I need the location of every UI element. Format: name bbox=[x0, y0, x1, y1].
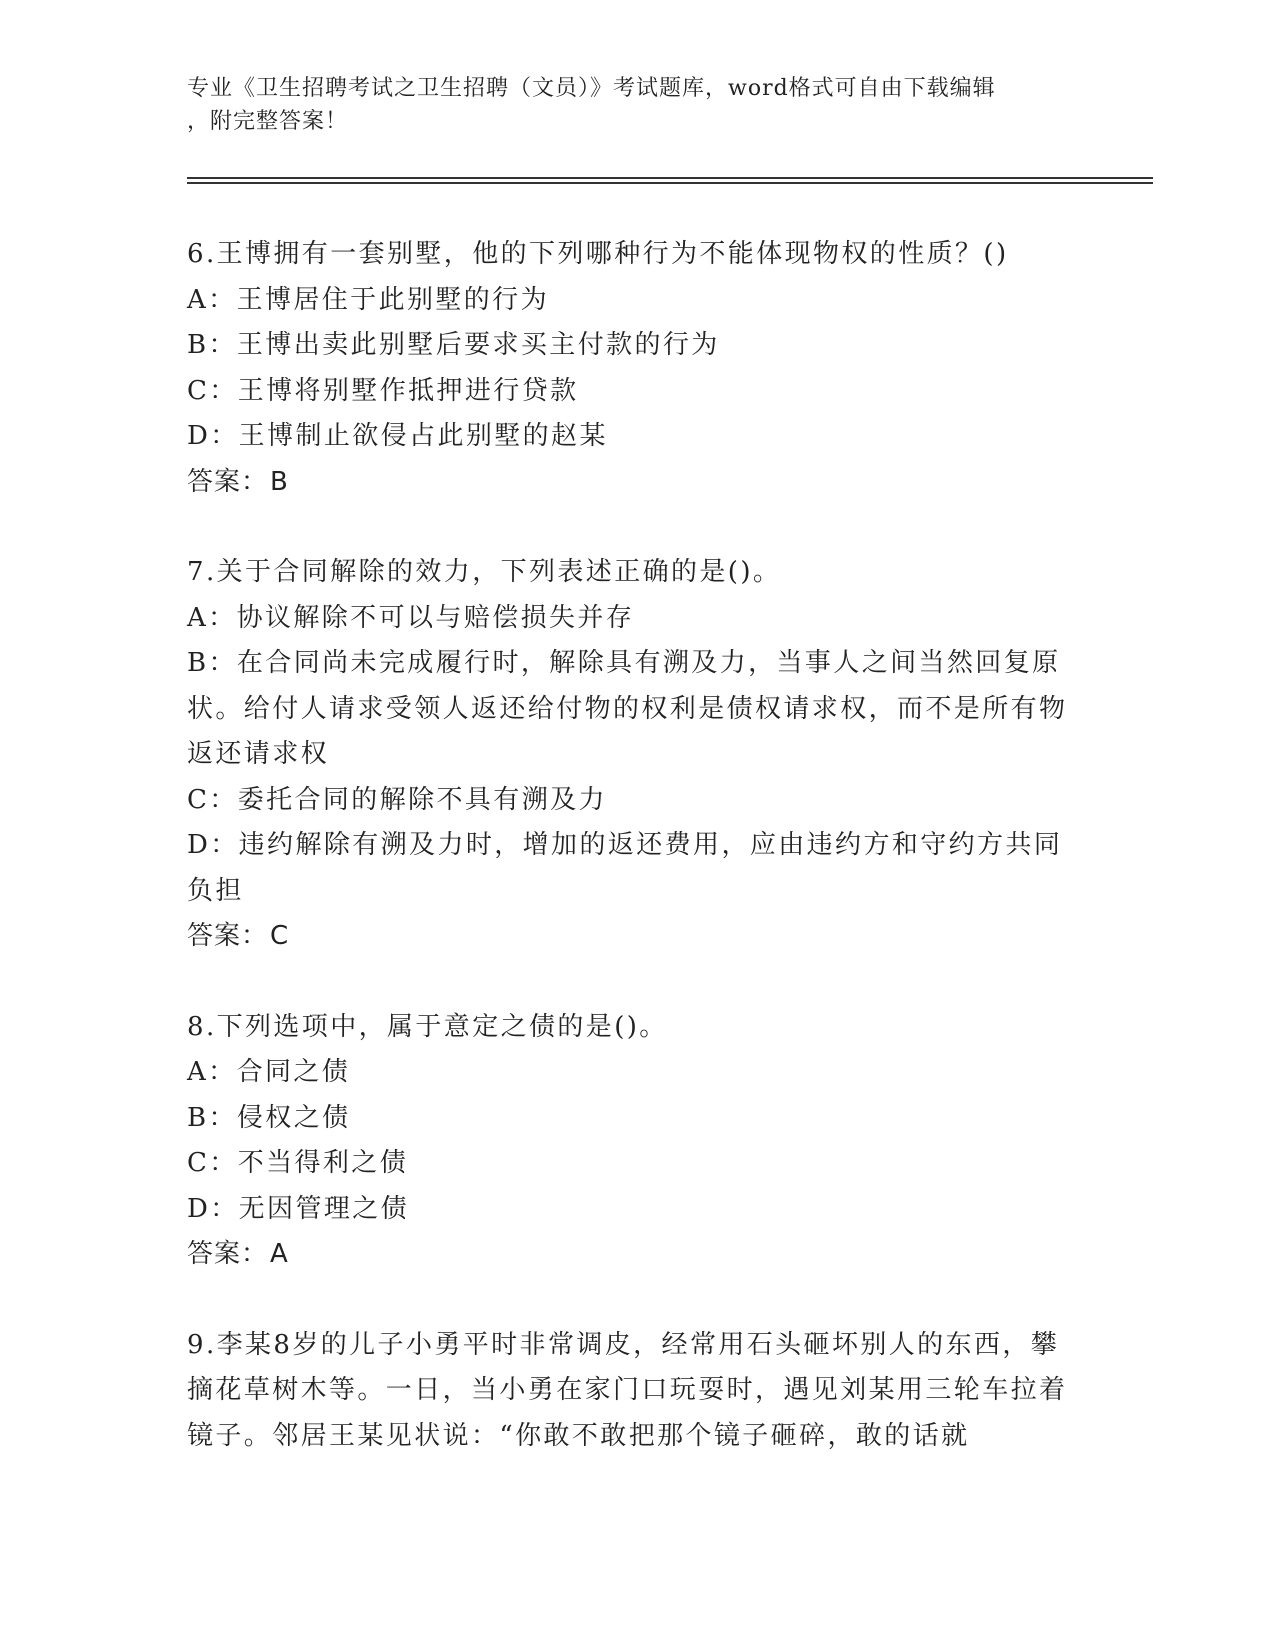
option-a: A：合同之债 bbox=[187, 1057, 351, 1087]
option-d: D：无因管理之债 bbox=[187, 1193, 410, 1224]
document-header bbox=[187, 72, 1067, 138]
header-divider-bottom bbox=[187, 182, 1153, 184]
option-b: B：在合同尚未完成履行时，解除具有溯及力，当事人之间当然回复原状。给付人请求受领人返还给付物的权利是债权请求权，而不是所有物返还请求权 bbox=[187, 648, 1068, 769]
question-stem: 9.李某8岁的儿子小勇平时非常调皮，经常用石头砸坏别人的东西，攀摘花草树木等。一日，当小勇在家门口玩耍时，遇见刘某用三轮车拉着镜子。邻居王某见状说：“你敢不敢把那个镜子砸碎，敢的话就 bbox=[187, 1329, 1068, 1451]
answer-value: C bbox=[270, 921, 290, 951]
question-9 bbox=[187, 1323, 1087, 1460]
header-divider-top bbox=[187, 177, 1153, 179]
option-b: B：王博出卖此别墅后要求买主付款的行为 bbox=[187, 330, 720, 360]
answer-line bbox=[187, 460, 1087, 506]
answer-value: A bbox=[270, 1239, 289, 1269]
option-b: B：侵权之债 bbox=[187, 1102, 351, 1133]
question-stem: 8.下列选项中，属于意定之债的是()。 bbox=[187, 1011, 668, 1042]
option-c: C：委托合同的解除不具有溯及力 bbox=[187, 784, 607, 815]
option-c: C：王博将别墅作抵押进行贷款 bbox=[187, 375, 579, 406]
answer-label: 答案： bbox=[187, 1239, 269, 1269]
header-line-1: 专业《卫生招聘考试之卫生招聘（文员）》考试题库，word格式可自由下载编辑 bbox=[187, 76, 996, 101]
question-stem: 7.关于合同解除的效力，下列表述正确的是()。 bbox=[187, 557, 782, 587]
question-stem: 6.王博拥有一套别墅，他的下列哪种行为不能体现物权的性质？() bbox=[187, 239, 1009, 269]
answer-label: 答案： bbox=[187, 466, 269, 497]
answer-line bbox=[187, 1232, 1087, 1278]
question-6 bbox=[187, 232, 1087, 505]
option-a: A：协议解除不可以与赔偿损失并存 bbox=[187, 602, 635, 633]
question-list bbox=[187, 232, 1087, 1504]
question-7 bbox=[187, 550, 1087, 960]
question-8 bbox=[187, 1005, 1087, 1278]
answer-label: 答案： bbox=[187, 921, 269, 951]
header-line-2: ，附完整答案！ bbox=[187, 109, 349, 134]
option-d: D：王博制止欲侵占此别墅的赵某 bbox=[187, 421, 608, 451]
option-a: A：王博居住于此别墅的行为 bbox=[187, 284, 549, 315]
answer-line bbox=[187, 914, 1087, 960]
option-d: D：违约解除有溯及力时，增加的返还费用，应由违约方和守约方共同负担 bbox=[187, 830, 1063, 906]
answer-value: B bbox=[270, 466, 289, 497]
option-c: C：不当得利之债 bbox=[187, 1148, 409, 1178]
